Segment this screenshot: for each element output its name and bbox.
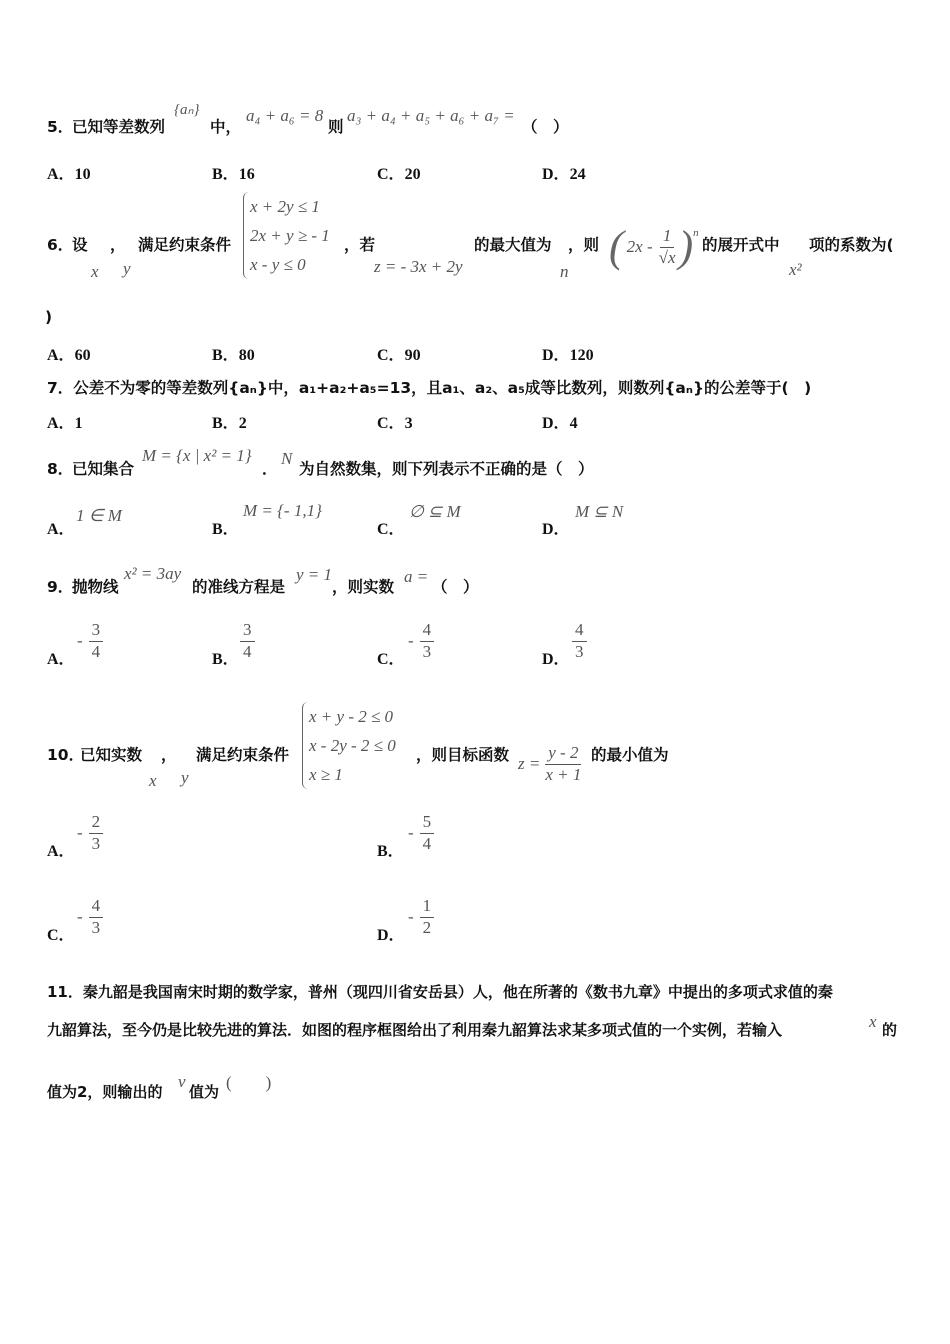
q6-number: 6． — [47, 236, 74, 254]
q10-option-c-label: C． — [47, 927, 75, 944]
q9-option-d-label: D． — [542, 651, 570, 668]
q10-option-a-label: A． — [47, 843, 75, 860]
q9-line: y = 1 — [296, 565, 333, 584]
q7-text: 7．公差不为零的等差数列{aₙ}中，a₁+a₂+a₅=13，且a₁、a₂、a₅成等比数列，则数列{aₙ}的公差等于( ) — [47, 379, 812, 397]
q9-lead: 抛物线 — [72, 578, 119, 596]
q9-option-b-value: $\frac{3}{4}$ — [240, 621, 255, 661]
q6-x-squared: x² — [789, 260, 802, 279]
q6-constraint-2: 2x + y ≥ - 1 — [250, 226, 330, 245]
q11-paren: ( ) — [226, 1073, 272, 1092]
q10-option-a-value: - $\frac{2}{3}$ — [77, 813, 103, 853]
q8-number: 8． — [47, 460, 74, 478]
q10-option-b-label: B． — [377, 843, 404, 860]
q6-option-c: C．90 — [377, 347, 421, 364]
q8-dot: ． — [262, 460, 278, 478]
q10-option-b-value: - $\frac{5}{4}$ — [408, 813, 434, 853]
q9-a: a = — [404, 567, 429, 586]
q6-text-4: ，若 — [344, 236, 376, 254]
q11-var-x: x — [869, 1012, 877, 1031]
q6-var-x: x — [91, 262, 99, 281]
q6-text-1: 设 — [72, 236, 88, 254]
q10-text-5: 的最小值为 — [591, 746, 669, 764]
q6-var-n: n — [560, 262, 569, 281]
q8-tail: 为自然数集，则下列表示不正确的是（ ） — [299, 460, 594, 478]
q5-paren: （ ） — [522, 118, 569, 136]
q6-text-2: ， — [110, 236, 126, 254]
q6-var-y: y — [123, 259, 131, 278]
q10-text-1: 已知实数 — [80, 746, 143, 764]
q5-seq: {aₙ} — [174, 102, 200, 118]
q7-option-a: A．1 — [47, 415, 83, 432]
q11-line-2: 九韶算法，至今仍是比较先进的算法．如图的程序框图给出了利用秦九韶算法求某多项式值的一个实例，若输入 — [47, 1021, 783, 1039]
q6-binomial-exponent: n — [693, 227, 699, 239]
q8-set-m: M = {x | x² = 1} — [142, 446, 252, 465]
q8-option-d-label: D． — [542, 521, 570, 538]
q10-number: 10． — [47, 746, 85, 764]
q11-line-1: 11．秦九韶是我国南宋时期的数学家，普州（现四川省安岳县）人，他在所著的《数书九章》中提出的多项式求值的秦 — [47, 983, 833, 1001]
q9-tail: ，则实数 — [332, 578, 395, 596]
q10-objective: z = $\frac{y - 2}{x + 1}$ — [518, 743, 582, 784]
q6-binomial-pre: 2x - — [626, 237, 653, 256]
q6-constraint-3: x - y ≤ 0 — [250, 255, 306, 274]
q5-mid: 中， — [210, 118, 242, 136]
q6-binomial-fraction: $\frac{1}{√x}$ — [658, 225, 676, 267]
q6-constraint-1: x + 2y ≤ 1 — [250, 197, 320, 216]
q5-option-c: C．20 — [377, 166, 421, 183]
q5-expression: a₃ + a₄ + a₅ + a₆ + a₇ = — [347, 106, 515, 125]
q5-number: 5． — [47, 118, 74, 136]
q9-option-c-label: C． — [377, 651, 405, 668]
q6-option-d: D．120 — [542, 347, 594, 364]
q11-line-2-tail: 的 — [882, 1021, 898, 1039]
q5-lead: 已知等差数列 — [72, 118, 166, 136]
q8-option-a-value: 1 ∈ M — [76, 506, 122, 525]
q5-option-b: B．16 — [212, 166, 255, 183]
q9-option-b-label: B． — [212, 651, 239, 668]
q9-option-a-label: A． — [47, 651, 75, 668]
q8-option-b-value: M = {- 1,1} — [243, 501, 322, 520]
q5-option-a: A．10 — [47, 166, 91, 183]
q10-option-d-label: D． — [377, 927, 405, 944]
q5-option-d: D．24 — [542, 166, 586, 183]
q11-line-3-tail: 值为 — [189, 1083, 220, 1101]
q11-var-v: v — [178, 1072, 186, 1091]
q9-option-a-value: - $\frac{3}{4}$ — [77, 621, 103, 661]
q8-option-d-value: M ⊆ N — [575, 502, 624, 521]
q8-option-c-label: C． — [377, 521, 405, 538]
q8-set-n: N — [281, 449, 293, 468]
q9-number: 9． — [47, 578, 74, 596]
q10-option-d-value: - $\frac{1}{2}$ — [408, 897, 434, 937]
q10-constraint-3: x ≥ 1 — [309, 765, 343, 784]
q9-mid: 的准线方程是 — [192, 578, 286, 596]
q10-text-4: ，则目标函数 — [416, 746, 510, 764]
q9-option-c-value: - $\frac{4}{3}$ — [408, 621, 434, 661]
q8-option-c-value: ∅ ⊆ M — [409, 502, 461, 521]
q6-text-9: ) — [45, 308, 53, 326]
q11-line-3: 值为2，则输出的 — [47, 1083, 163, 1101]
q6-text-6: ，则 — [568, 236, 600, 254]
q5-condition: a₄ + a₆ = 8 — [246, 106, 324, 125]
q10-option-c-value: - $\frac{4}{3}$ — [77, 897, 103, 937]
q5-then: 则 — [328, 118, 344, 136]
q9-equation: x² = 3ay — [124, 564, 182, 583]
q6-text-3: 满足约束条件 — [138, 236, 232, 254]
q7-option-c: C．3 — [377, 415, 413, 432]
q6-text-5: 的最大值为 — [474, 236, 552, 254]
q10-constraint-1: x + y - 2 ≤ 0 — [309, 707, 394, 726]
q6-binomial: ( 2x - $\frac{1}{√x}$ ) n — [609, 222, 699, 271]
q6-text-8: 项的系数为( — [809, 236, 894, 254]
q7-option-b: B．2 — [212, 415, 247, 432]
q9-option-d-value: $\frac{4}{3}$ — [572, 621, 587, 661]
q6-option-a: A．60 — [47, 347, 91, 364]
q10-text-3: 满足约束条件 — [196, 746, 290, 764]
q10-constraint-2: x - 2y - 2 ≤ 0 — [309, 736, 396, 755]
q8-option-b-label: B． — [212, 521, 239, 538]
q10-var-y: y — [181, 768, 189, 787]
q6-text-7: 的展开式中 — [702, 236, 780, 254]
q6-option-b: B．80 — [212, 347, 255, 364]
q10-constraint-system — [302, 702, 396, 789]
q9-paren: （ ） — [432, 578, 479, 596]
q6-constraint-system — [243, 192, 330, 279]
q7-option-d: D．4 — [542, 415, 578, 432]
q10-text-2: ， — [161, 746, 177, 764]
q8-option-a-label: A． — [47, 521, 75, 538]
q8-lead: 已知集合 — [72, 460, 135, 478]
q10-var-x: x — [149, 771, 157, 790]
q6-objective: z = - 3x + 2y — [374, 257, 463, 276]
